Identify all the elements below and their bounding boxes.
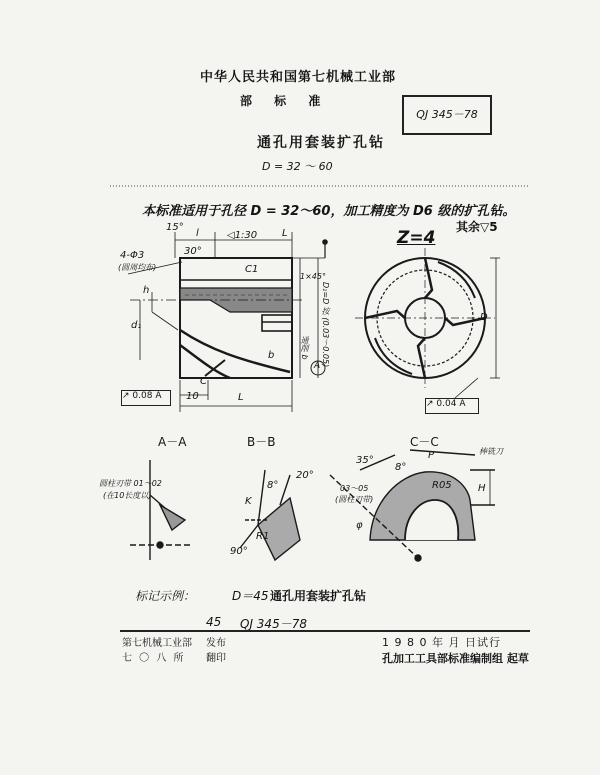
standard-code: QJ 345－78: [416, 108, 478, 121]
marking-d-value: D＝45: [232, 589, 269, 603]
taper-label: ◁1:30: [227, 230, 258, 241]
dim-D-label: D: [480, 312, 488, 323]
bb-k: K: [245, 496, 252, 507]
marking-example-code: QJ 345－78: [240, 617, 307, 631]
tooth-count: Z=4: [397, 228, 436, 248]
tolerance-datum-left: A: [155, 391, 162, 401]
cc-r05: R05: [432, 480, 452, 491]
tolerance-value-left: 0.08: [132, 391, 153, 401]
bb-angle-90: 90°: [230, 546, 248, 557]
tolerance-value-right: 0.04: [436, 399, 457, 409]
print-word: 翻印: [206, 653, 226, 664]
publish-word: 发布: [206, 638, 226, 649]
cc-h: H: [478, 483, 486, 494]
dim-L-label: L: [238, 392, 244, 403]
holes-label: 4-Φ3: [120, 250, 145, 261]
stamp-label: 通削 b: [300, 336, 309, 360]
d-spec-label: D₁=D 按 (0.03～0.05): [321, 282, 330, 368]
scope-statement: 本标准适用于孔径 D = 32～60，加工精度为 D6 级的扩孔钻。: [142, 204, 516, 219]
bb-r1: R1: [256, 531, 270, 542]
angle-15-label: 15°: [166, 222, 184, 233]
section-aa-title: A－A: [158, 435, 187, 449]
marking-example-size: 45: [206, 615, 222, 629]
printer: 七 〇 八 所: [122, 653, 186, 664]
drafting-group: 孔加工工具部标准编制组 起草: [382, 652, 529, 665]
section-bb-title: B－B: [247, 435, 276, 449]
ministry-name: 中华人民共和国第七机械工业部: [200, 70, 397, 85]
bb-angle-8: 8°: [267, 480, 279, 491]
b-label: b: [268, 350, 275, 361]
dim-10-label: 10: [186, 391, 199, 402]
publisher: 第七机械工业部: [122, 638, 192, 649]
tolerance-datum-right: A: [459, 399, 466, 409]
marking-label: 标记示例：: [135, 589, 196, 603]
holes-note: (圆周均布): [118, 263, 157, 272]
runout-icon: ↗: [122, 391, 130, 401]
section-aa-note2: (在10长度以): [103, 491, 152, 500]
h-label: h: [143, 285, 150, 296]
marking-name: 通孔用套装扩孔钻: [270, 589, 367, 603]
dim-l-right-label: L: [282, 228, 288, 239]
cc-fi: φ: [356, 520, 363, 531]
cc-angle-35: 35°: [356, 455, 374, 466]
angle-30-label: 30°: [184, 246, 202, 257]
bb-angle-20: 20°: [296, 470, 314, 481]
cc-note: 棒铣刀: [479, 447, 503, 456]
section-aa-note1: 圆柱刃带 01～02: [99, 479, 162, 488]
implementation-date: 1 9 8 0 年 月 日试行: [382, 636, 501, 649]
cc-note2: (圆柱刃带): [335, 495, 374, 504]
datum-a-label: A: [314, 361, 321, 371]
diameter-range: D = 32 ～ 60: [262, 160, 333, 173]
standard-type: 部 标 准: [240, 94, 321, 108]
section-cc-title: C－C: [410, 435, 439, 449]
dim-l-left-label: l: [196, 228, 199, 239]
dim-c-label: C: [200, 376, 207, 387]
runout-icon: ↗: [426, 399, 434, 409]
footer-rule: [120, 630, 530, 632]
document-title: 通孔用套装扩孔钻: [257, 135, 385, 151]
cc-p: P: [428, 450, 435, 461]
cc-angle-8: 8°: [395, 462, 407, 473]
cc-range: 03～05: [340, 484, 369, 493]
roughness-note: 其余▽5: [456, 220, 498, 234]
d1-label: d₁: [131, 320, 142, 331]
chamfer-label: 1×45°: [300, 272, 326, 281]
c1-label: C1: [245, 264, 259, 275]
